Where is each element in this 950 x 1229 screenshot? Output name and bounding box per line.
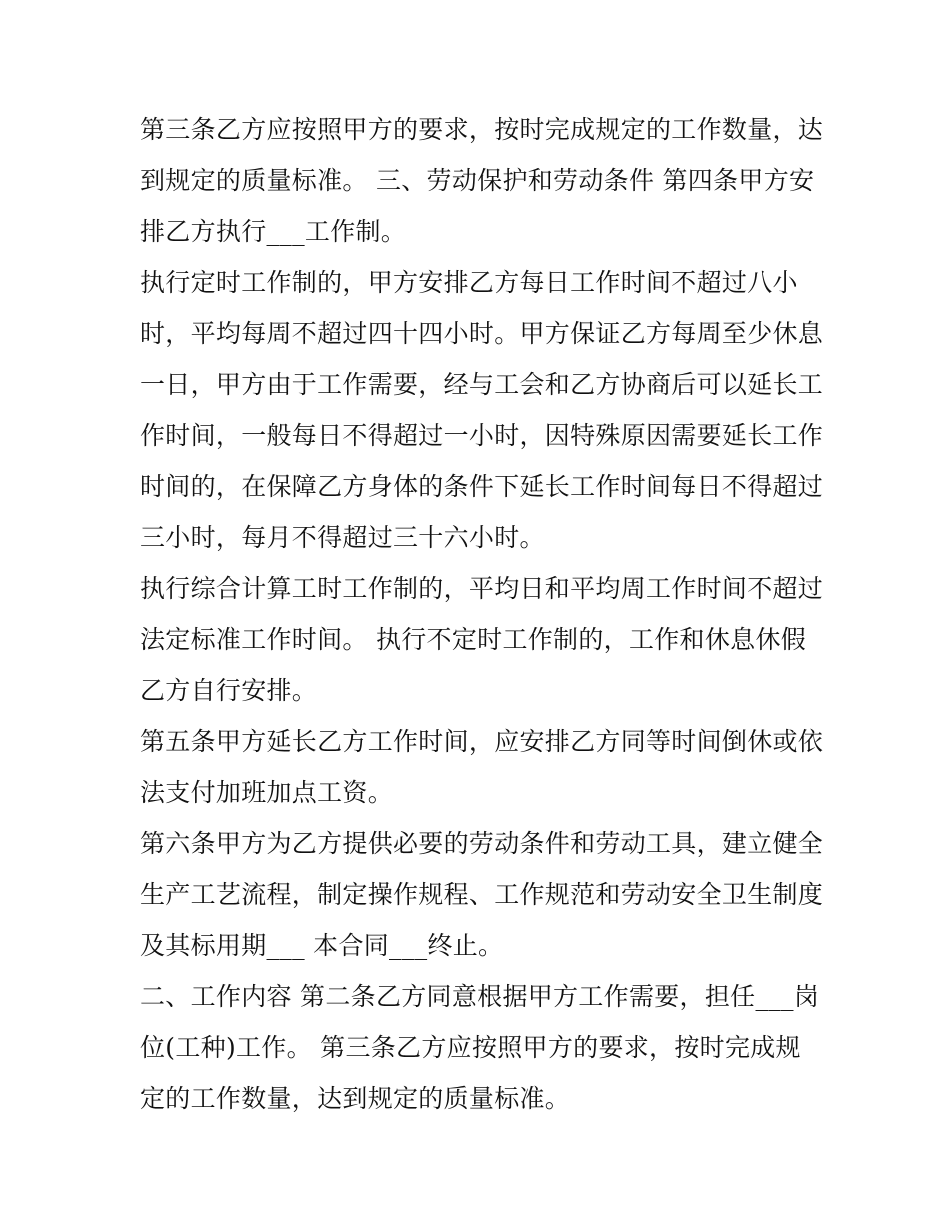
text-line: 法定标准工作时间。 执行不定时工作制的，工作和休息休假	[140, 625, 807, 654]
text-line: 生产工艺流程，制定操作规程、工作规范和劳动安全卫生制度	[140, 880, 824, 909]
text-line: 三小时，每月不得超过三十六小时。	[140, 523, 545, 552]
text-line: 执行综合计算工时工作制的，平均日和平均周工作时间不超过	[140, 574, 824, 603]
text-line: 一日，甲方由于工作需要，经与工会和乙方协商后可以延长工	[140, 370, 824, 399]
document-body	[140, 104, 824, 1124]
text-line: 第五条甲方延长乙方工作时间，应安排乙方同等时间倒休或依	[140, 727, 824, 756]
text-line: 时，平均每周不超过四十四小时。甲方保证乙方每周至少休息	[140, 319, 824, 348]
text-line: 排乙方执行___工作制。	[140, 217, 407, 246]
text-line: 时间的，在保障乙方身体的条件下延长工作时间每日不得超过	[140, 472, 824, 501]
text-line: 二、工作内容 第二条乙方同意根据甲方工作需要，担任___岗	[140, 982, 820, 1011]
text-line: 作时间，一般每日不得超过一小时，因特殊原因需要延长工作	[140, 421, 824, 450]
text-line: 及其标用期___ 本合同___终止。	[140, 931, 504, 960]
text-line: 第六条甲方为乙方提供必要的劳动条件和劳动工具，建立健全	[140, 829, 824, 858]
text-line: 执行定时工作制的，甲方安排乙方每日工作时间不超过八小	[140, 268, 798, 297]
text-line: 定的工作数量，达到规定的质量标准。	[140, 1084, 571, 1113]
text-line: 法支付加班加点工资。	[140, 778, 394, 807]
text-line: 第三条乙方应按照甲方的要求，按时完成规定的工作数量，达	[140, 115, 824, 144]
text-line: 到规定的质量标准。 三、劳动保护和劳动条件 第四条甲方安	[140, 166, 815, 195]
text-line: 位(工种)工作。 第三条乙方应按照甲方的要求，按时完成规	[140, 1033, 801, 1062]
text-line: 乙方自行安排。	[140, 676, 318, 705]
